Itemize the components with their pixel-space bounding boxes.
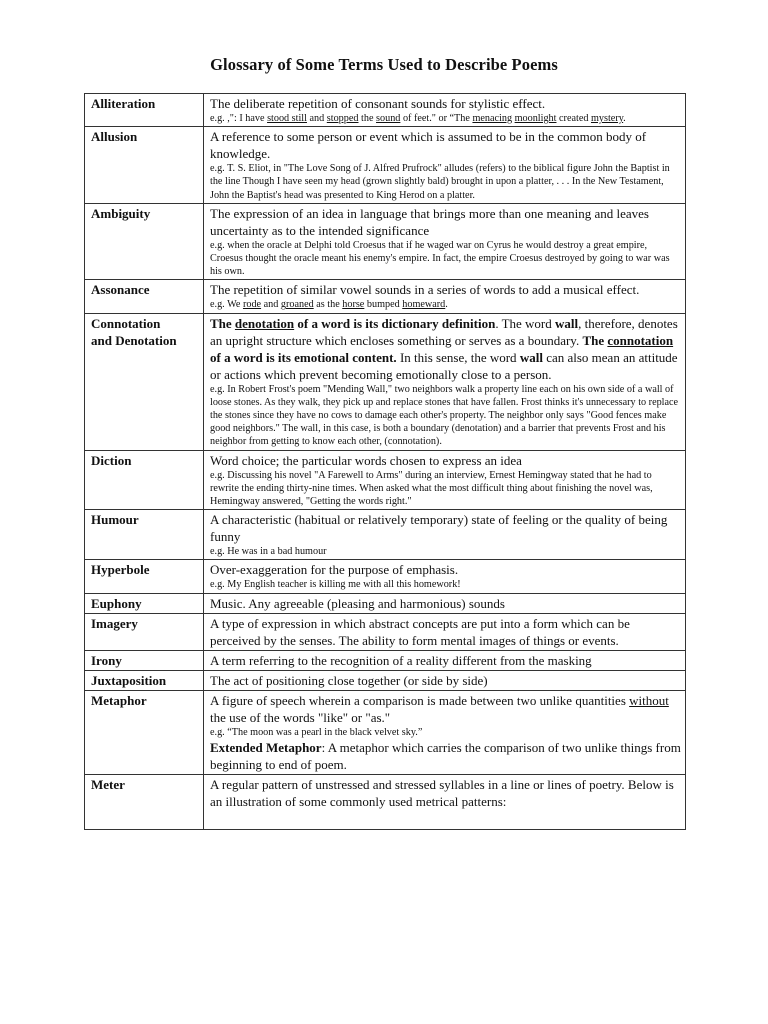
definition-text: A reference to some person or event which is assumed to be in the common body of knowledge.	[210, 129, 647, 162]
definition-text	[210, 692, 681, 726]
example-text: e.g. He was in a bad humour	[210, 546, 327, 558]
example-text: e.g. T. S. Eliot, in "The Love Song of J. Alfred Prufrock" alludes (refers) to the biblical figure John the Baptist in the line Though I have seen my head (grown slightly bald) brought in upon a platter, . . . In the New Testament, John the Baptist's head was presented to King Herod on a platter.	[210, 163, 670, 201]
example-fragment: .	[623, 113, 626, 124]
term-euphony: Euphony	[85, 593, 204, 613]
underlined-word: homeward	[402, 299, 446, 311]
example-text: e.g. In Robert Frost's poem "Mending Wall," two neighbors walk a property line each on his own side of a wall of loose stones. As they walk, they pick up and replace stones that have fallen. Frost thinks it's unnecessary to replace the stones since they have no cows to damage each other's property. The neighbor only says "Good fences make good neighbors." The wall, in this case, is both a boundary (denotation) and a barrier that prevents Frost and his neighbor from getting to know each other, (connotation).	[210, 383, 679, 448]
bold-fragment: The	[582, 332, 608, 348]
text-fragment: . The word	[495, 315, 556, 331]
table-row	[85, 94, 686, 127]
bold-fragment: of a word is its emotional content.	[210, 349, 397, 365]
example-fragment: e.g. We	[210, 299, 243, 311]
definition-diction	[204, 450, 686, 510]
text-fragment: , therefore, denotes an upright structure which encloses something or serves as a boundary.	[210, 315, 678, 348]
definition-text: A regular pattern of unstressed and stressed syllables in a line or lines of poetry. Below is an illustration of some commonly used metrical patterns:	[210, 776, 674, 809]
example-fragment: of feet." or “The	[400, 113, 473, 124]
term-alliteration: Alliteration	[85, 94, 204, 127]
underlined-word: connotation	[607, 332, 674, 348]
example-fragment: e.g. ,": I have	[210, 113, 268, 124]
table-row	[85, 593, 686, 613]
text-fragment: A figure of speech wherein a comparison is made between two unlike quantities	[210, 692, 630, 708]
term-imagery: Imagery	[85, 613, 204, 650]
definition-ambiguity	[204, 203, 686, 280]
text-fragment: the use of the words "like" or "as."	[210, 709, 391, 725]
example-text	[210, 298, 681, 311]
definition-text: A term referring to the recognition of a reality different from the masking	[210, 652, 592, 668]
definition-text	[210, 315, 681, 383]
term-diction: Diction	[85, 450, 204, 510]
definition-humour	[204, 510, 686, 560]
underlined-word: stood still	[267, 113, 307, 124]
underlined-word: stopped	[326, 113, 359, 124]
table-row	[85, 690, 686, 774]
term-hyperbole: Hyperbole	[85, 560, 204, 593]
definition-assonance	[204, 280, 686, 313]
definition-text: Music. Any agreeable (pleasing and harmonious) sounds	[210, 595, 505, 611]
bold-fragment: Extended Metaphor	[210, 739, 322, 755]
definition-allusion	[204, 127, 686, 204]
table-row	[85, 127, 686, 204]
definition-hyperbole	[204, 560, 686, 593]
term-connotation	[85, 313, 204, 450]
example-text: e.g. “The moon was a pearl in the black velvet sky.”	[210, 726, 423, 738]
underlined-word: sound	[376, 113, 401, 124]
underlined-word: mystery	[590, 113, 624, 124]
underlined-word: moonlight	[514, 113, 557, 124]
underlined-word: denotation	[234, 315, 295, 331]
definition-text: The act of positioning close together (or side by side)	[210, 672, 488, 688]
definition-text: The deliberate repetition of consonant sounds for stylistic effect.	[210, 96, 546, 111]
underlined-word: rode	[242, 299, 262, 311]
example-fragment: .	[445, 299, 448, 311]
definition-euphony	[204, 593, 686, 613]
text-fragment: can also mean an attitude or actions which prevent becoming emotionally close to a person.	[210, 349, 678, 382]
table-row	[85, 774, 686, 829]
text-fragment: In this sense, the word	[396, 349, 520, 365]
definition-alliteration	[204, 94, 686, 127]
extended-metaphor-text	[210, 739, 681, 773]
example-text: e.g. when the oracle at Delphi told Croesus that if he waged war on Cyrus he would destroy a great empire, Croesus thought the oracle meant his enemy's empire. In fact, the empire Croesus destroyed by going to war was his own.	[210, 239, 670, 278]
definition-irony	[204, 650, 686, 670]
underlined-word: horse	[342, 299, 365, 311]
table-row	[85, 670, 686, 690]
table-row	[85, 613, 686, 650]
term-allusion: Allusion	[85, 127, 204, 204]
underlined-word: without	[629, 692, 669, 708]
term-line: Connotation	[91, 315, 161, 331]
table-row	[85, 203, 686, 280]
underlined-word: menacing	[472, 113, 513, 124]
definition-connotation	[204, 313, 686, 450]
bold-fragment: wall	[555, 315, 579, 331]
example-text	[210, 112, 681, 125]
text-fragment: : A metaphor which carries the comparison of two unlike things from beginning to end of poem.	[210, 739, 681, 772]
underlined-word: groaned	[280, 299, 314, 311]
example-fragment: bumped	[364, 299, 403, 311]
definition-text: The expression of an idea in language that brings more than one meaning and leaves uncertainty as to the intended significance	[210, 205, 649, 238]
example-fragment: the	[358, 113, 377, 124]
term-meter: Meter	[85, 774, 204, 829]
example-fragment: and	[261, 299, 281, 311]
bold-fragment: wall	[519, 349, 543, 365]
meter-illustration-area	[210, 810, 681, 828]
example-fragment: created	[556, 113, 591, 124]
definition-text: Word choice; the particular words chosen to express an idea	[210, 452, 522, 468]
term-metaphor: Metaphor	[85, 690, 204, 774]
term-line: and Denotation	[91, 332, 177, 348]
term-humour: Humour	[85, 510, 204, 560]
bold-fragment: of a word is its dictionary definition	[294, 315, 496, 331]
definition-text: Over-exaggeration for the purpose of emphasis.	[210, 562, 459, 578]
example-text: e.g. My English teacher is killing me with all this homework!	[210, 579, 461, 591]
term-ambiguity: Ambiguity	[85, 203, 204, 280]
bold-fragment: The	[210, 315, 235, 331]
term-irony: Irony	[85, 650, 204, 670]
table-row	[85, 280, 686, 313]
definition-meter	[204, 774, 686, 829]
definition-text: A type of expression in which abstract concepts are put into a form which can be perceived by the senses. The ability to form mental images of things or events.	[210, 615, 630, 648]
table-row	[85, 313, 686, 450]
glossary-table	[84, 93, 686, 830]
example-text: e.g. Discussing his novel "A Farewell to Arms" during an interview, Ernest Hemingway stated that he had to rewrite the ending thirty-nine times. When asked what the most difficult thing about finishing the novel was, Hemingway answered, "Getting the words right."	[210, 469, 653, 508]
example-fragment: and	[306, 113, 327, 124]
term-juxtaposition: Juxtaposition	[85, 670, 204, 690]
table-row	[85, 450, 686, 510]
table-row	[85, 650, 686, 670]
definition-juxtaposition	[204, 670, 686, 690]
definition-imagery	[204, 613, 686, 650]
table-row	[85, 510, 686, 560]
definition-metaphor	[204, 690, 686, 774]
definition-text: The repetition of similar vowel sounds in a series of words to add a musical effect.	[210, 282, 640, 298]
table-row	[85, 560, 686, 593]
definition-text: A characteristic (habitual or relatively temporary) state of feeling or the quality of being funny	[210, 512, 668, 545]
page-title: Glossary of Some Terms Used to Describe Poems	[210, 55, 558, 74]
term-assonance: Assonance	[85, 280, 204, 313]
example-fragment: as the	[313, 299, 343, 311]
